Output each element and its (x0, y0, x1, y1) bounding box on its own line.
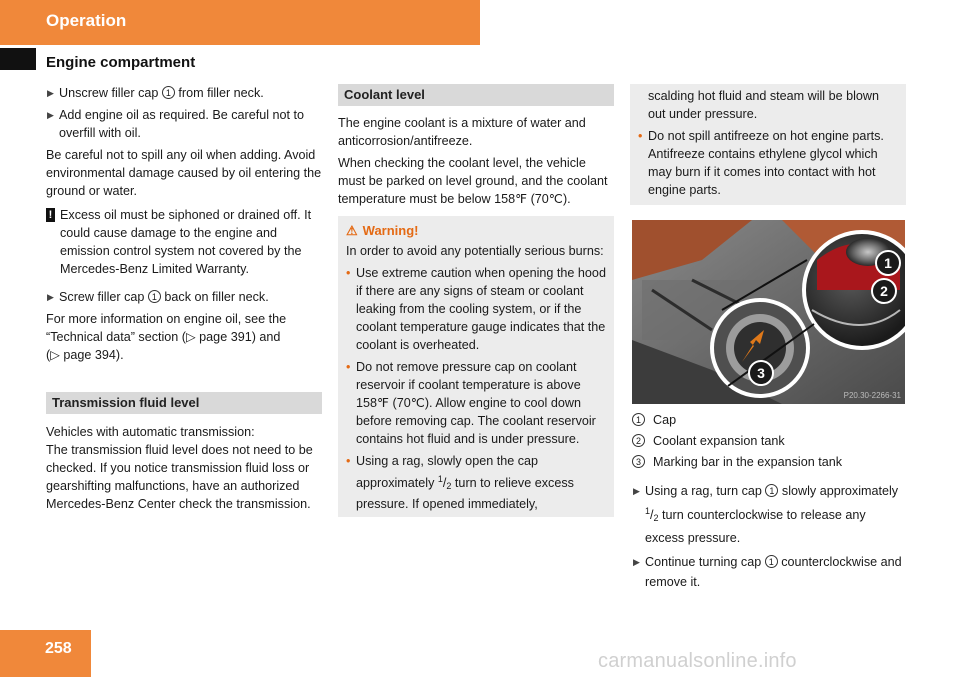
warning-bullet: • Using a rag, slowly open the cap approximately $^1/_2$ turn to relieve excess pressure. If opened immediately, (346, 454, 574, 511)
paragraph: When checking the coolant level, the vehicle must be parked on level ground, and the coolant temperature must be below 158℉ (70℃). (338, 156, 608, 206)
callout-number: 1 (765, 555, 778, 568)
paragraph: Vehicles with automatic transmission: The transmission fluid level does not need to be checked. If you notice transmission fluid loss or gearshifting malfunctions, have an authorized Mercedes-Benz Center check the transmission. (46, 425, 313, 511)
callout-number: 3 (632, 455, 645, 468)
callout-number: 2 (632, 434, 645, 447)
bullet-dot-icon: • (346, 360, 351, 374)
paragraph: In order to avoid any potentially serious burns: (346, 244, 604, 258)
paragraph (46, 310, 322, 364)
warning-box-continued (630, 84, 906, 205)
callout-number: 1 (765, 484, 778, 497)
legend-item: 2 Coolant expansion tank (632, 431, 908, 452)
callout-number: 1 (148, 290, 161, 303)
instruction-step: ▶ Using a rag, turn cap 1 slowly approximately $^1/_2$ turn counterclockwise to release any excess pressure. (632, 481, 908, 548)
callout-number: 1 (162, 86, 175, 99)
column-right (630, 84, 906, 205)
step-arrow-icon: ▶ (47, 88, 54, 98)
paragraph: Be careful not to spill any oil when adding. Avoid environmental damage caused by oil entering the ground or water. (46, 148, 322, 198)
page-subtitle: Engine compartment (46, 54, 196, 71)
bullet-dot-icon: • (638, 129, 643, 143)
engine-compartment-photo (632, 220, 905, 404)
caution-note: ! Excess oil must be siphoned or drained off. It could cause damage to the engine and emission control system not covered by the Mercedes-Benz Limited Warranty. (46, 206, 322, 278)
step-arrow-icon: ▶ (47, 110, 54, 120)
photo-legend (632, 410, 908, 596)
photo-callout: 2 (871, 278, 897, 304)
photo-reference-code: P20.30-2266-31 (843, 391, 901, 400)
section-heading: Coolant level (338, 84, 614, 106)
callout-number: 1 (632, 413, 645, 426)
photo-callout: 1 (875, 250, 901, 276)
warning-bullet: • Do not spill antifreeze on hot engine parts. Antifreeze contains ethylene glycol which may burn if it comes into contact with hot engine parts. (638, 129, 884, 197)
cross-reference-link[interactable]: For more information on engine oil, see the “Technical data” section (▷ page 391) and (46, 312, 287, 344)
section-title: Operation (46, 11, 127, 30)
bullet-dot-icon: • (346, 454, 351, 468)
section-heading: Transmission fluid level (46, 392, 322, 414)
page-number: 258 (45, 640, 72, 657)
column-left (46, 84, 322, 513)
paragraph: scalding hot fluid and steam will be blown out under pressure. (648, 89, 880, 121)
instruction-step: ▶ Continue turning cap 1 counterclockwise and remove it. (632, 552, 908, 592)
warning-box (338, 216, 614, 517)
warning-title: Warning! (362, 223, 419, 238)
warning-triangle-icon: ⚠ (346, 223, 358, 238)
instruction-step: ▶ Unscrew filler cap 1 from filler neck. (47, 86, 264, 100)
step-arrow-icon: ▶ (47, 292, 54, 302)
warning-bullet: • Use extreme caution when opening the hood if there are any signs of steam or coolant leaking from the cooling system, or if the coolant temperature gauge indicates that the coolant is overheated. (346, 266, 606, 352)
instruction-step: ▶ Screw filler cap 1 back on filler neck. (47, 290, 269, 304)
legend-item: 3 Marking bar in the expansion tank (632, 452, 908, 473)
warning-bullet: • Do not remove pressure cap on coolant reservoir if coolant temperature is above 158℉ (70℃). Allow engine to cool down before removing cap. The coolant reservoir contains hot fluid and is under pressure. (346, 360, 596, 446)
bullet-dot-icon: • (346, 266, 351, 280)
section-tab-marker (0, 48, 36, 70)
instruction-step: ▶ Add engine oil as required. Be careful not to overfill with oil. (47, 108, 305, 140)
step-arrow-icon: ▶ (633, 557, 640, 567)
cross-reference-link[interactable]: (▷ page 394). (46, 348, 124, 362)
legend-item: 1 Cap (632, 410, 908, 431)
column-middle (338, 84, 614, 517)
step-arrow-icon: ▶ (633, 486, 640, 496)
paragraph: The engine coolant is a mixture of water and anticorrosion/antifreeze. (338, 116, 586, 148)
watermark: carmanualsonline.info (598, 650, 797, 672)
exclamation-icon: ! (46, 208, 55, 222)
photo-callout: 3 (748, 360, 774, 386)
